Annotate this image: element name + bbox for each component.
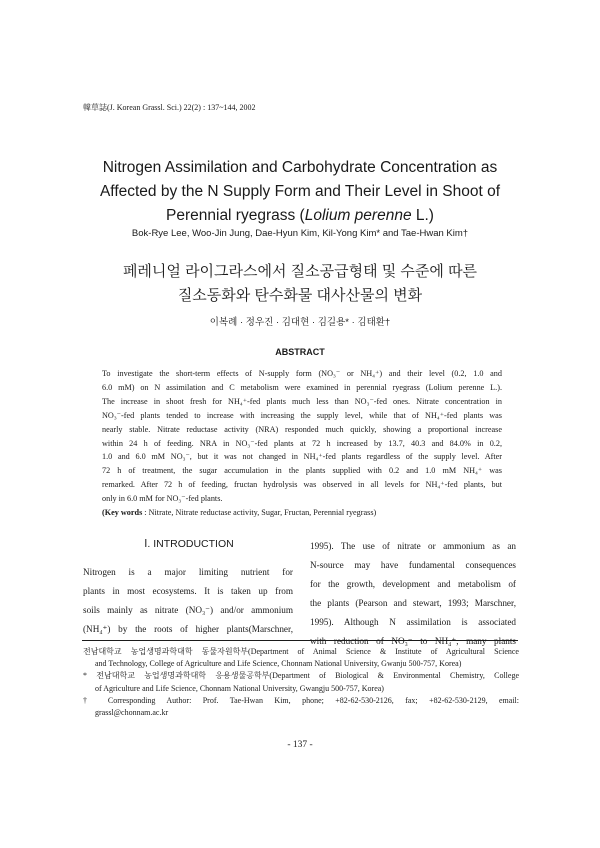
abstract-line: 6.0 mM) on N assimilation and C metabolism were examined in perennial ryegrass (Lolium perenne L.). xyxy=(102,382,502,392)
abstract-line: remarked. After 72 h of feeding, fructan hydrolysis was observed in all levels for NH₄⁺-fed plants, but xyxy=(102,480,502,490)
journal-header: 韓草誌(J. Korean Grassl. Sci.) 22(2) : 137~144, 2002 xyxy=(83,103,256,112)
intro-line: for the growth, development and metabolism of xyxy=(310,579,516,589)
paper-title-english xyxy=(40,156,560,228)
title-en-line-2: Affected by the N Supply Form and Their Level in Shoot of xyxy=(99,183,501,200)
title-en-line-3-suffix: L.) xyxy=(411,207,434,224)
intro-column-right xyxy=(310,537,516,651)
title-ko-line-2: 질소동화와 탄수화물 대사산물의 변화 xyxy=(177,287,423,304)
abstract-line: within 24 h of feeding. NRA in NO₃⁻-fed plants at 72 h increased by 13.7, 40.3 and 84.0% in 0.2, xyxy=(102,438,502,448)
footnotes xyxy=(83,646,519,719)
intro-line: soils mainly as nitrate (NO₃⁻) and/or ammonium xyxy=(83,605,293,615)
intro-line: 1995). The use of nitrate or ammonium as an xyxy=(310,541,516,551)
keywords-line xyxy=(102,506,502,520)
page-number: - 137 - xyxy=(287,740,313,750)
intro-line: Nitrogen is a major limiting nutrient for xyxy=(83,567,293,577)
title-en-line-3 xyxy=(40,204,560,228)
intro-line: 1995). Although N assimilation is associated xyxy=(310,617,516,627)
footnote-line: and Technology, College of Agriculture and Life Science, Chonnam National University, Gwanju 500-757, Korea) xyxy=(95,659,462,669)
abstract-line: 72 h of treatment, the sugar accumulation in the plants supplied with 0.2 and 1.0 mM NH₄⁺ was xyxy=(102,466,502,476)
title-ko-line-1: 페레니얼 라이그라스에서 질소공급형태 및 수준에 따른 xyxy=(122,263,478,280)
abstract-line: NO₃⁻-fed plants tended to increase with increasing the supply level, while that of NH₄⁺-fed plants was xyxy=(102,410,502,420)
intro-line: the plants (Pearson and stewart, 1993; Marschner, xyxy=(310,598,516,608)
abstract-line: nearly stable. Nitrate reductase activity (NRA) responded much quickly, showing a proportional increase xyxy=(102,424,502,434)
authors-korean: 이복례 · 정우진 · 김대현 · 김길용* · 김태환† xyxy=(209,317,391,328)
intro-line: N-source may have fundamental consequences xyxy=(310,560,516,570)
species-name: Lolium perenne xyxy=(304,207,412,224)
abstract-line: To investigate the short-term effects of N-supply form (NO₃⁻ or NH₄⁺) and their level (0.2, 1.0 and xyxy=(102,369,502,378)
footnote-divider xyxy=(82,640,518,641)
paper-title-korean xyxy=(40,260,560,308)
abstract-body xyxy=(102,367,502,520)
abstract-line: only in 6.0 mM for NO₃⁻-fed plants. xyxy=(102,494,223,504)
footnote-line: 전남대학교 농업생명과학대학 동물자원학부(Department of Animal Science & Institute of Agricultural Science xyxy=(83,647,519,656)
intro-line: with reduction of NO₃⁻ to NH₄⁺, many plants xyxy=(310,636,516,646)
footnote-email[interactable]: grassl@chonnam.ac.kr xyxy=(95,708,169,718)
intro-line: (NH₄⁺) by the roots of higher plants(Marschner, xyxy=(83,624,293,634)
footnote-line: of Agriculture and Life Science, Chonnam National University, Gwangju 500-757, Korea) xyxy=(95,683,384,693)
keywords-label: (Key words xyxy=(102,508,143,518)
title-en-line-3-prefix: Perennial ryegrass ( xyxy=(166,207,305,224)
introduction-heading: Ⅰ. INTRODUCTION xyxy=(144,538,234,550)
intro-column-left xyxy=(83,563,293,639)
footnote-line: † Corresponding Author: Prof. Tae-Hwan Kim, phone; +82-62-530-2126, fax; +82-62-530-2129, email: xyxy=(83,695,519,705)
intro-line: plants in most ecosystems. It is taken up from xyxy=(83,586,293,596)
title-en-line-1: Nitrogen Assimilation and Carbohydrate Concentration as xyxy=(102,159,498,176)
abstract-heading: ABSTRACT xyxy=(275,347,325,357)
abstract-line: 1.0 and 6.0 mM NO₃⁻, but it was not changed in NH₄⁺-fed plants regardless of the supply level. After xyxy=(102,452,502,462)
keywords-text: : Nitrate, Nitrate reductase activity, Sugar, Fructan, Perennial ryegrass) xyxy=(142,508,377,518)
authors-english: Bok-Rye Lee, Woo-Jin Jung, Dae-Hyun Kim, Kil-Yong Kim* and Tae-Hwan Kim† xyxy=(131,228,469,239)
abstract-line: The increase in shoot fresh for NH₄⁺-fed plants much less than NO₃⁻-fed ones. Nitrate concentration in xyxy=(102,396,502,406)
footnote-line: * 전남대학교 농업생명과학대학 응용생물공학부(Department of Biological & Environmental Chemistry, College xyxy=(83,671,519,681)
